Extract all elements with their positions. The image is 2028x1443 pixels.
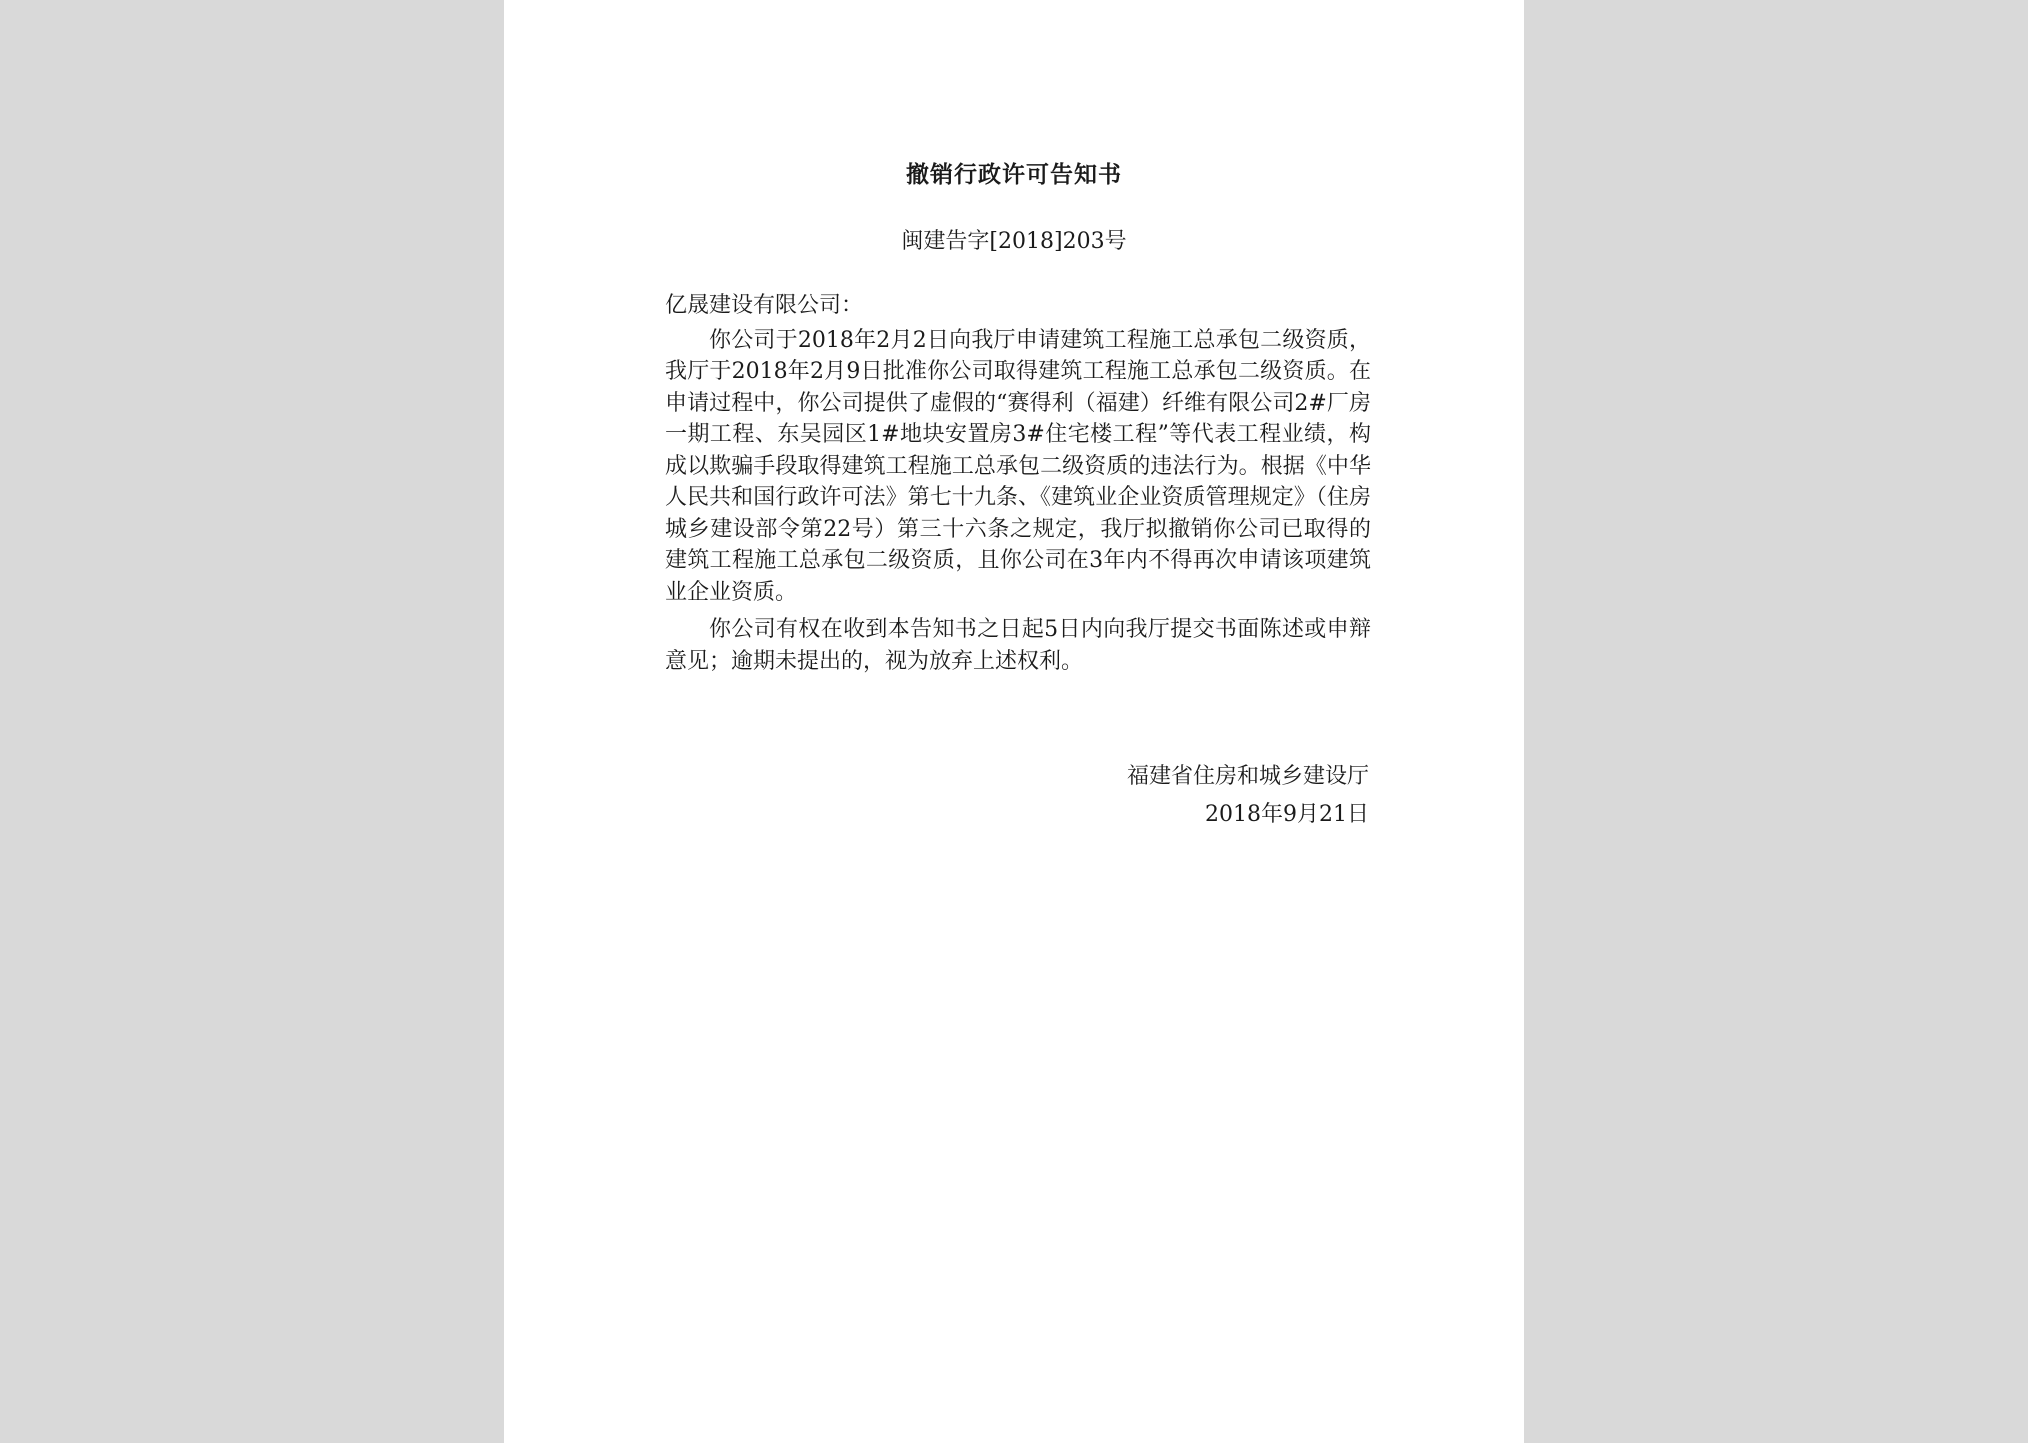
- paragraph-rights: 你公司有权在收到本告知书之日起5日内向我厅提交书面陈述或申辩意见；逾期未提出的，视为放弃上述权利。: [665, 617, 1371, 674]
- document-title: 撤销行政许可告知书: [906, 161, 1122, 188]
- paragraph-notice: 你公司于2018年2月2日向我厅申请建筑工程施工总承包二级资质，我厅于2018年2月9日批准你公司取得建筑工程施工总承包二级资质。在申请过程中，你公司提供了虚假的“赛得利（福建）纤维有限公司2#厂房一期工程、东吴园区1#地块安置房3#住宅楼工程”等代表工程业绩，构成以欺骗手段取得建筑工程施工总承包二级资质的违法行为。根据《中华人民共和国行政许可法》第七十九条、《建筑业企业资质管理规定》（住房城乡建设部令第22号）第三十六条之规定，我厅拟撤销你公司已取得的建筑工程施工总承包二级资质，且你公司在3年内不得再次申请该项建筑业企业资质。: [665, 327, 1371, 605]
- document-number: 闽建告字[2018]203号: [901, 229, 1127, 254]
- salutation: 亿晟建设有限公司：: [665, 293, 864, 318]
- issuer-name: 福建省住房和城乡建设厅: [1126, 764, 1369, 789]
- issue-date: 2018年9月21日: [1205, 802, 1369, 827]
- document-page: [504, 0, 1524, 1443]
- document-body: [665, 290, 1371, 683]
- signature-block: [665, 758, 1369, 834]
